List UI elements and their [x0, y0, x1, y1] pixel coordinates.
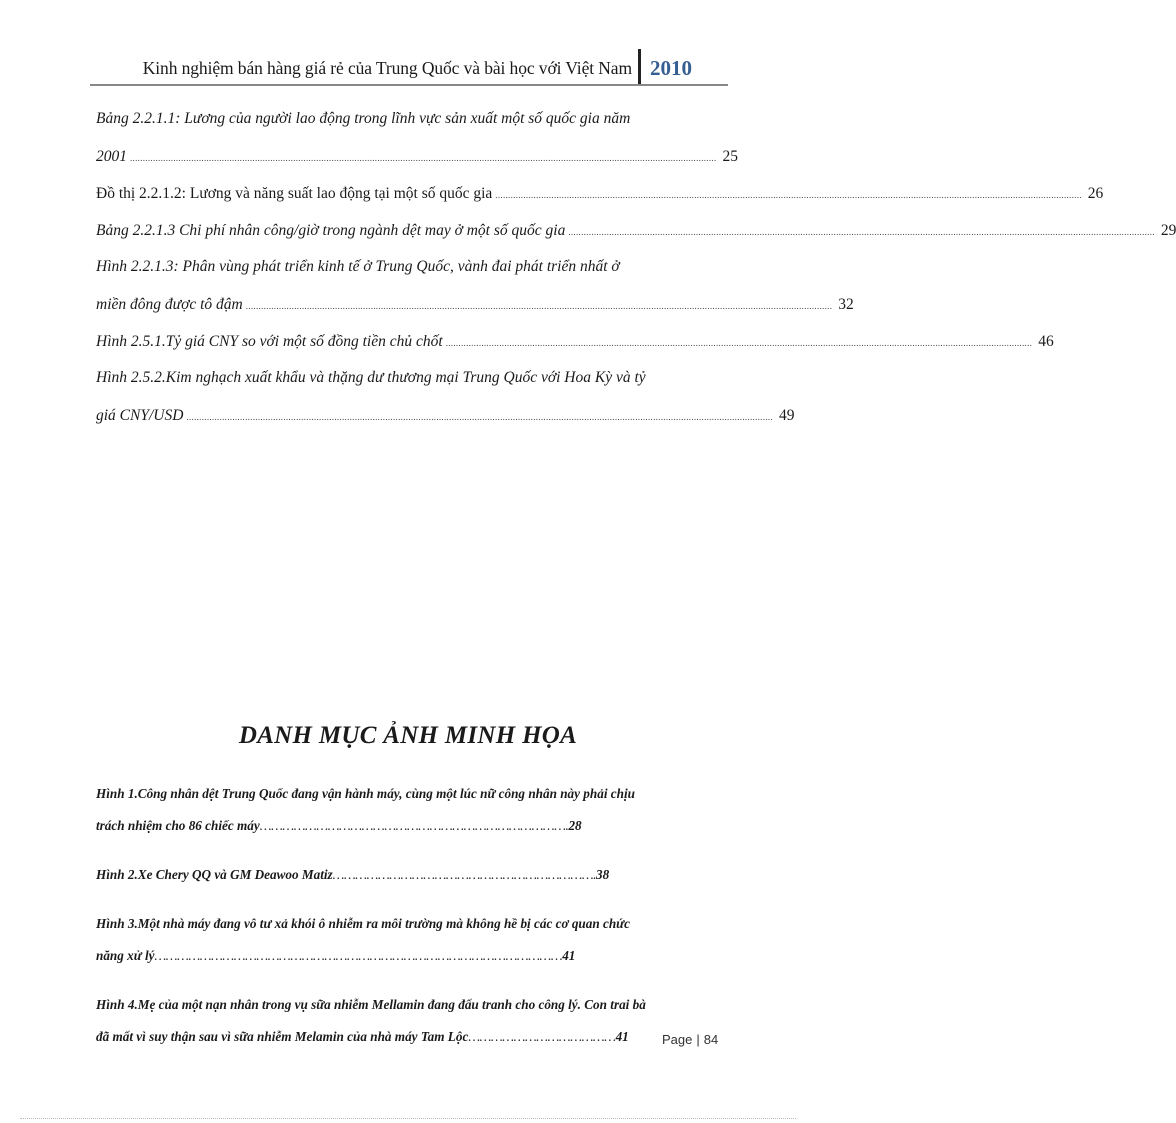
toc-entry-text: miền đông được tô đậm [96, 296, 243, 313]
illustration-page-number: 38 [596, 867, 610, 882]
illustration-entry-text: Hình 4.Mẹ của một nạn nhân trong vụ sữa nhiễm Mellamin đang đấu tranh cho công lý. Con trai bà [96, 997, 646, 1012]
section-title: DANH MỤC ẢNH MINH HỌA [238, 722, 578, 749]
toc-page-number: 26 [1087, 185, 1104, 202]
toc-entry-text: Đồ thị 2.2.1.2: Lương và năng suất lao động tại một số quốc gia [96, 185, 493, 202]
toc-entry-text: Bảng 2.2.1.1: Lương của người lao động trong lĩnh vực sản xuất một số quốc gia năm [96, 110, 631, 127]
toc-page-number: 29 [1160, 222, 1176, 239]
dot-leader: ………………………………………………………………………. [259, 818, 569, 833]
illustration-entry [96, 778, 722, 842]
toc-entry [96, 251, 854, 325]
illustration-entry-text: trách nhiệm cho 86 chiếc máy [96, 818, 260, 833]
page-footer [662, 1032, 718, 1047]
header-divider [638, 49, 641, 86]
toc-page-number: 46 [1038, 333, 1054, 350]
illustration-entry-text: Hình 3.Một nhà máy đang vô tư xả khói ô nhiễm ra môi trường mà không hề bị các cơ quan chức [96, 916, 630, 931]
toc-entry [96, 214, 1176, 251]
dot-leader: ……………………………………………………………………………………………… [154, 948, 563, 963]
footer-page-number: 84 [703, 1032, 719, 1047]
illustration-entry-text: Hình 1.Công nhân dệt Trung Quốc đang vận hành máy, cùng một lúc nữ công nhân này phải chịu [96, 786, 635, 801]
footer-page-label: Page [662, 1032, 693, 1047]
toc-entry [96, 177, 1104, 214]
dot-leader: ...................................................................................................................................................................................................................................... [568, 227, 1155, 237]
header-rule [90, 84, 728, 86]
toc-entry-text: Hình 2.5.1.Tỷ giá CNY so với một số đồng tiền chủ chốt [96, 333, 443, 350]
dot-leader: ...................................................................................................................................................................................................................................... [495, 190, 1082, 200]
toc-entry [96, 325, 1054, 362]
illustration-list [96, 778, 722, 1070]
illustration-entry-text: đã mất vì suy thận sau vì sữa nhiễm Melamin của nhà máy Tam Lộc [96, 1029, 469, 1044]
bottom-divider [20, 1118, 796, 1119]
illustration-entry-text: năng xử lý [96, 948, 155, 963]
illustration-entry [96, 859, 722, 891]
dot-leader: ...................................................................................................................................................................................................................................... [130, 153, 717, 163]
dot-leader: ………………………………… [468, 1029, 616, 1044]
toc-entry [96, 362, 795, 436]
illustration-page-number: 28 [568, 818, 582, 833]
toc-entry-text: giá CNY/USD [96, 407, 184, 424]
toc-entry-text: 2001 [96, 148, 127, 165]
toc-page-number: 25 [722, 148, 738, 165]
illustration-page-number: 41 [615, 1029, 629, 1044]
footer-separator: | [696, 1032, 700, 1047]
table-figure-list [96, 103, 1176, 436]
header-year: 2010 [650, 56, 692, 80]
illustration-entry [96, 989, 722, 1053]
illustration-entry [96, 908, 722, 972]
illustration-page-number: 41 [562, 948, 576, 963]
illustration-entry-text: Hình 2.Xe Chery QQ và GM Deawoo Matiz [96, 867, 333, 882]
toc-entry [96, 103, 738, 177]
dot-leader: ……………………………………………………………. [332, 867, 597, 882]
toc-entry-text: Bảng 2.2.1.3 Chi phí nhân công/giờ trong ngành dệt may ở một số quốc gia [96, 222, 566, 239]
page-header [90, 46, 728, 86]
dot-leader: ...................................................................................................................................................................................................................................... [186, 412, 773, 422]
toc-entry-text: Hình 2.2.1.3: Phân vùng phát triển kinh tế ở Trung Quốc, vành đai phát triển nhất ở [96, 258, 620, 275]
toc-entry-text: Hình 2.5.2.Kim nghạch xuất khẩu và thặng dư thương mại Trung Quốc với Hoa Kỳ và tỷ [96, 369, 646, 386]
dot-leader: ...................................................................................................................................................................................................................................... [245, 301, 833, 311]
dot-leader: ...................................................................................................................................................................................................................................... [445, 338, 1033, 348]
toc-page-number: 32 [838, 296, 854, 313]
header-title: Kinh nghiệm bán hàng giá rẻ của Trung Quốc và bài học với Việt Nam [142, 58, 632, 78]
toc-page-number: 49 [778, 407, 795, 424]
